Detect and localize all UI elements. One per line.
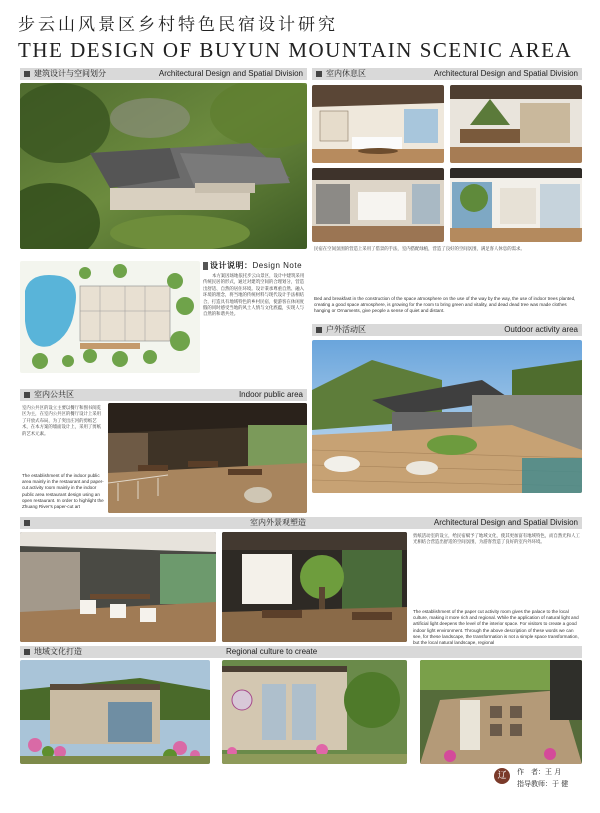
university-logo: 辽	[494, 768, 510, 784]
public-render	[108, 403, 307, 513]
section-marker	[24, 71, 30, 77]
author-line	[517, 767, 561, 777]
landscape-photo-1	[20, 532, 216, 642]
section-title-en: Regional culture to create	[226, 647, 318, 656]
rest-description-cn: 民宿在空间氛围的营造上采用了借景的手法，室内搭配绿植，营造了良好的空间氛围，满足客人休息的需求。	[314, 247, 525, 252]
site-plan	[20, 261, 200, 373]
section-marker	[316, 327, 322, 333]
section-title-en: Indoor public area	[238, 390, 303, 399]
design-note-title-cn: 设计说明：	[210, 261, 253, 270]
page-title-en: THE DESIGN OF BUYUN MOUNTAIN SCENIC AREA	[18, 38, 573, 62]
design-note-title-en: Design Note	[252, 261, 303, 270]
advisor-label: 指导教师：	[517, 780, 552, 788]
section-header-public	[20, 389, 307, 401]
landscape-description-cn: 剪纸活动室的设立，给民宿赋予了地域文化，使其更加富有地域特色，而自然光和人工光相结合营造出舒适的空间氛围，为游客营造了良好的室内外环境。	[413, 534, 580, 546]
design-note-body: 本方案因场地依托步云山景区，设计中建筑采用传统民居的形式，通过对建筑空间的合理划分，营造出舒适、自然的居住环境。设计秉承尊重自然、融入环境的理念，将当地的传统材料与现代设计手法相结合，打造具有地域特色的乡村民宿，使游客在休闲度假的同时感受当地的风土人情与文化底蕴，实现人与自然的和谐共处。	[203, 274, 305, 318]
section-title-cn: 室内休息区	[326, 69, 366, 78]
rest-description-en: Bed and breakfast in the construction of the space atmosphere on the use of the way by the way, the use of indoor trees planted, creating a good space atmosphere, is growing for the room to bring green and vitality, and dead dead tree was made clothes hanging or Ornaments, give people a sense of quiet and distant.	[314, 296, 576, 314]
section-marker	[24, 392, 30, 398]
section-header-outdoor	[312, 324, 582, 336]
page-title-cn: 步云山风景区乡村特色民宿设计研究	[18, 15, 338, 35]
advisor-line	[517, 779, 568, 789]
public-description-en: The establishment of the indoor public area mainly in the restaurant and paper-cut activity room mainly in the indoor public area restaurant design using an open restaurant. In order to highlight the Zhuang River's paper-cut art	[22, 473, 104, 510]
section-title-en: Architectural Design and Spatial Division	[158, 69, 303, 78]
rest-photo-4	[450, 168, 582, 242]
landscape-description-en: The establishment of the paper cut activity room gives the palace to the local culture, making it more rich and regional. While the application of natural light and artificial light deepens the level of the interior space. For visitors to create a good indoor light environment. Through the above description of these words we can see, for these landscape, the transformation is not a simple space transformation, but the local natural landscape, regional	[413, 609, 579, 646]
section-header-regional	[20, 646, 582, 658]
regional-photo-3	[420, 660, 582, 764]
rest-photo-1	[312, 85, 444, 163]
regional-photo-2	[222, 660, 407, 764]
aerial-render	[20, 83, 307, 249]
landscape-photo-2	[222, 532, 407, 642]
rest-photo-3	[312, 168, 444, 242]
author-label: 作 者：	[517, 768, 545, 776]
section-title-en: Outdoor activity area	[504, 325, 578, 334]
section-title-cn: 户外活动区	[326, 325, 366, 334]
title-marker	[203, 262, 208, 270]
section-title-cn: 室内公共区	[34, 390, 74, 399]
design-note	[203, 260, 307, 319]
section-title-en: Architectural Design and Spatial Division	[433, 69, 578, 78]
section-title-cn: 建筑设计与空间划分	[34, 69, 106, 78]
section-header-landscape	[20, 517, 582, 529]
section-marker	[24, 649, 30, 655]
section-title-cn: 室内外景观塑造	[250, 518, 306, 527]
section-header-architecture	[20, 68, 307, 80]
advisor-name: 于 健	[552, 780, 569, 788]
section-marker	[24, 520, 30, 526]
section-title-cn: 地域文化打造	[34, 647, 82, 656]
author-name: 王 月	[545, 768, 562, 776]
section-header-interior-rest	[312, 68, 582, 80]
design-note-title	[203, 260, 307, 271]
public-description-cn: 室内公共区的设立主要以餐厅和图书阅览区为主，在室内公共区的餐厅设计上采用了开放式布局，为了突出庄河的剪纸艺术，在本方案的墙面设计上，采用了剪纸的艺术元素。	[22, 406, 102, 437]
section-title-en: Architectural Design and Spatial Division	[433, 518, 578, 527]
rest-photo-2	[450, 85, 582, 163]
section-marker	[316, 71, 322, 77]
outdoor-render	[312, 340, 582, 493]
regional-photo-1	[20, 660, 210, 764]
